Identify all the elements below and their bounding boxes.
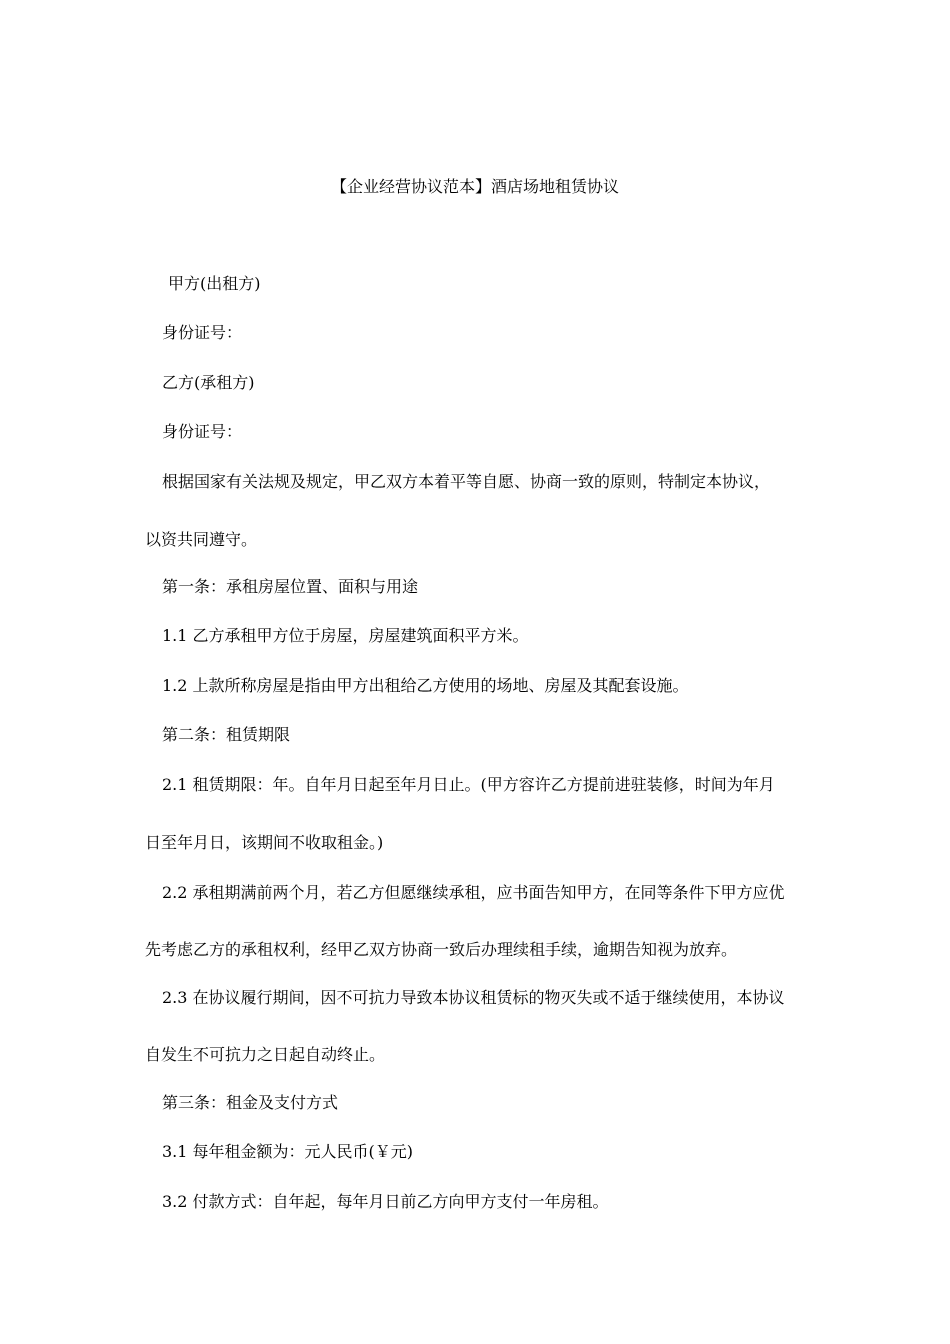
preamble-line-2: 以资共同遵守。 — [145, 530, 258, 549]
clause-1-2: 1.2 上款所称房屋是指由甲方出租给乙方使用的场地、房屋及其配套设施。 — [162, 676, 689, 695]
clause-2-2-line-1: 2.2 承租期满前两个月，若乙方但愿继续承租，应书面告知甲方，在同等条件下甲方应优 — [162, 883, 785, 902]
article-2-heading: 第二条：租赁期限 — [162, 725, 291, 744]
clause-3-1: 3.1 每年租金额为：元人民币(￥元) — [162, 1142, 414, 1161]
party-b-label: 乙方(承租方) — [162, 373, 255, 392]
document-title: 【企业经营协议范本】酒店场地租赁协议 — [330, 177, 619, 196]
party-a-id-label: 身份证号： — [162, 323, 243, 342]
preamble-line-1: 根据国家有关法规及规定，甲乙双方本着平等自愿、协商一致的原则，特制定本协议， — [162, 472, 771, 491]
clause-2-3-line-2: 自发生不可抗力之日起自动终止。 — [145, 1045, 386, 1064]
clause-2-2-line-2: 先考虑乙方的承租权利，经甲乙双方协商一致后办理续租手续，逾期告知视为放弃。 — [145, 940, 738, 959]
article-1-heading: 第一条：承租房屋位置、面积与用途 — [162, 577, 419, 596]
article-3-heading: 第三条：租金及支付方式 — [162, 1093, 339, 1112]
clause-3-2: 3.2 付款方式：自年起，每年月日前乙方向甲方支付一年房租。 — [162, 1192, 609, 1211]
clause-1-1: 1.1 乙方承租甲方位于房屋，房屋建筑面积平方米。 — [162, 626, 529, 645]
clause-2-3-line-1: 2.3 在协议履行期间，因不可抗力导致本协议租赁标的物灭失或不适于继续使用，本协议 — [162, 988, 785, 1007]
party-a-label: 甲方(出租方) — [168, 274, 261, 293]
clause-2-1-line-2: 日至年月日，该期间不收取租金。) — [145, 833, 384, 852]
party-b-id-label: 身份证号： — [162, 422, 243, 441]
clause-2-1-line-1: 2.1 租赁期限：年。自年月日起至年月日止。(甲方容许乙方提前进驻装修，时间为年月 — [162, 775, 775, 794]
